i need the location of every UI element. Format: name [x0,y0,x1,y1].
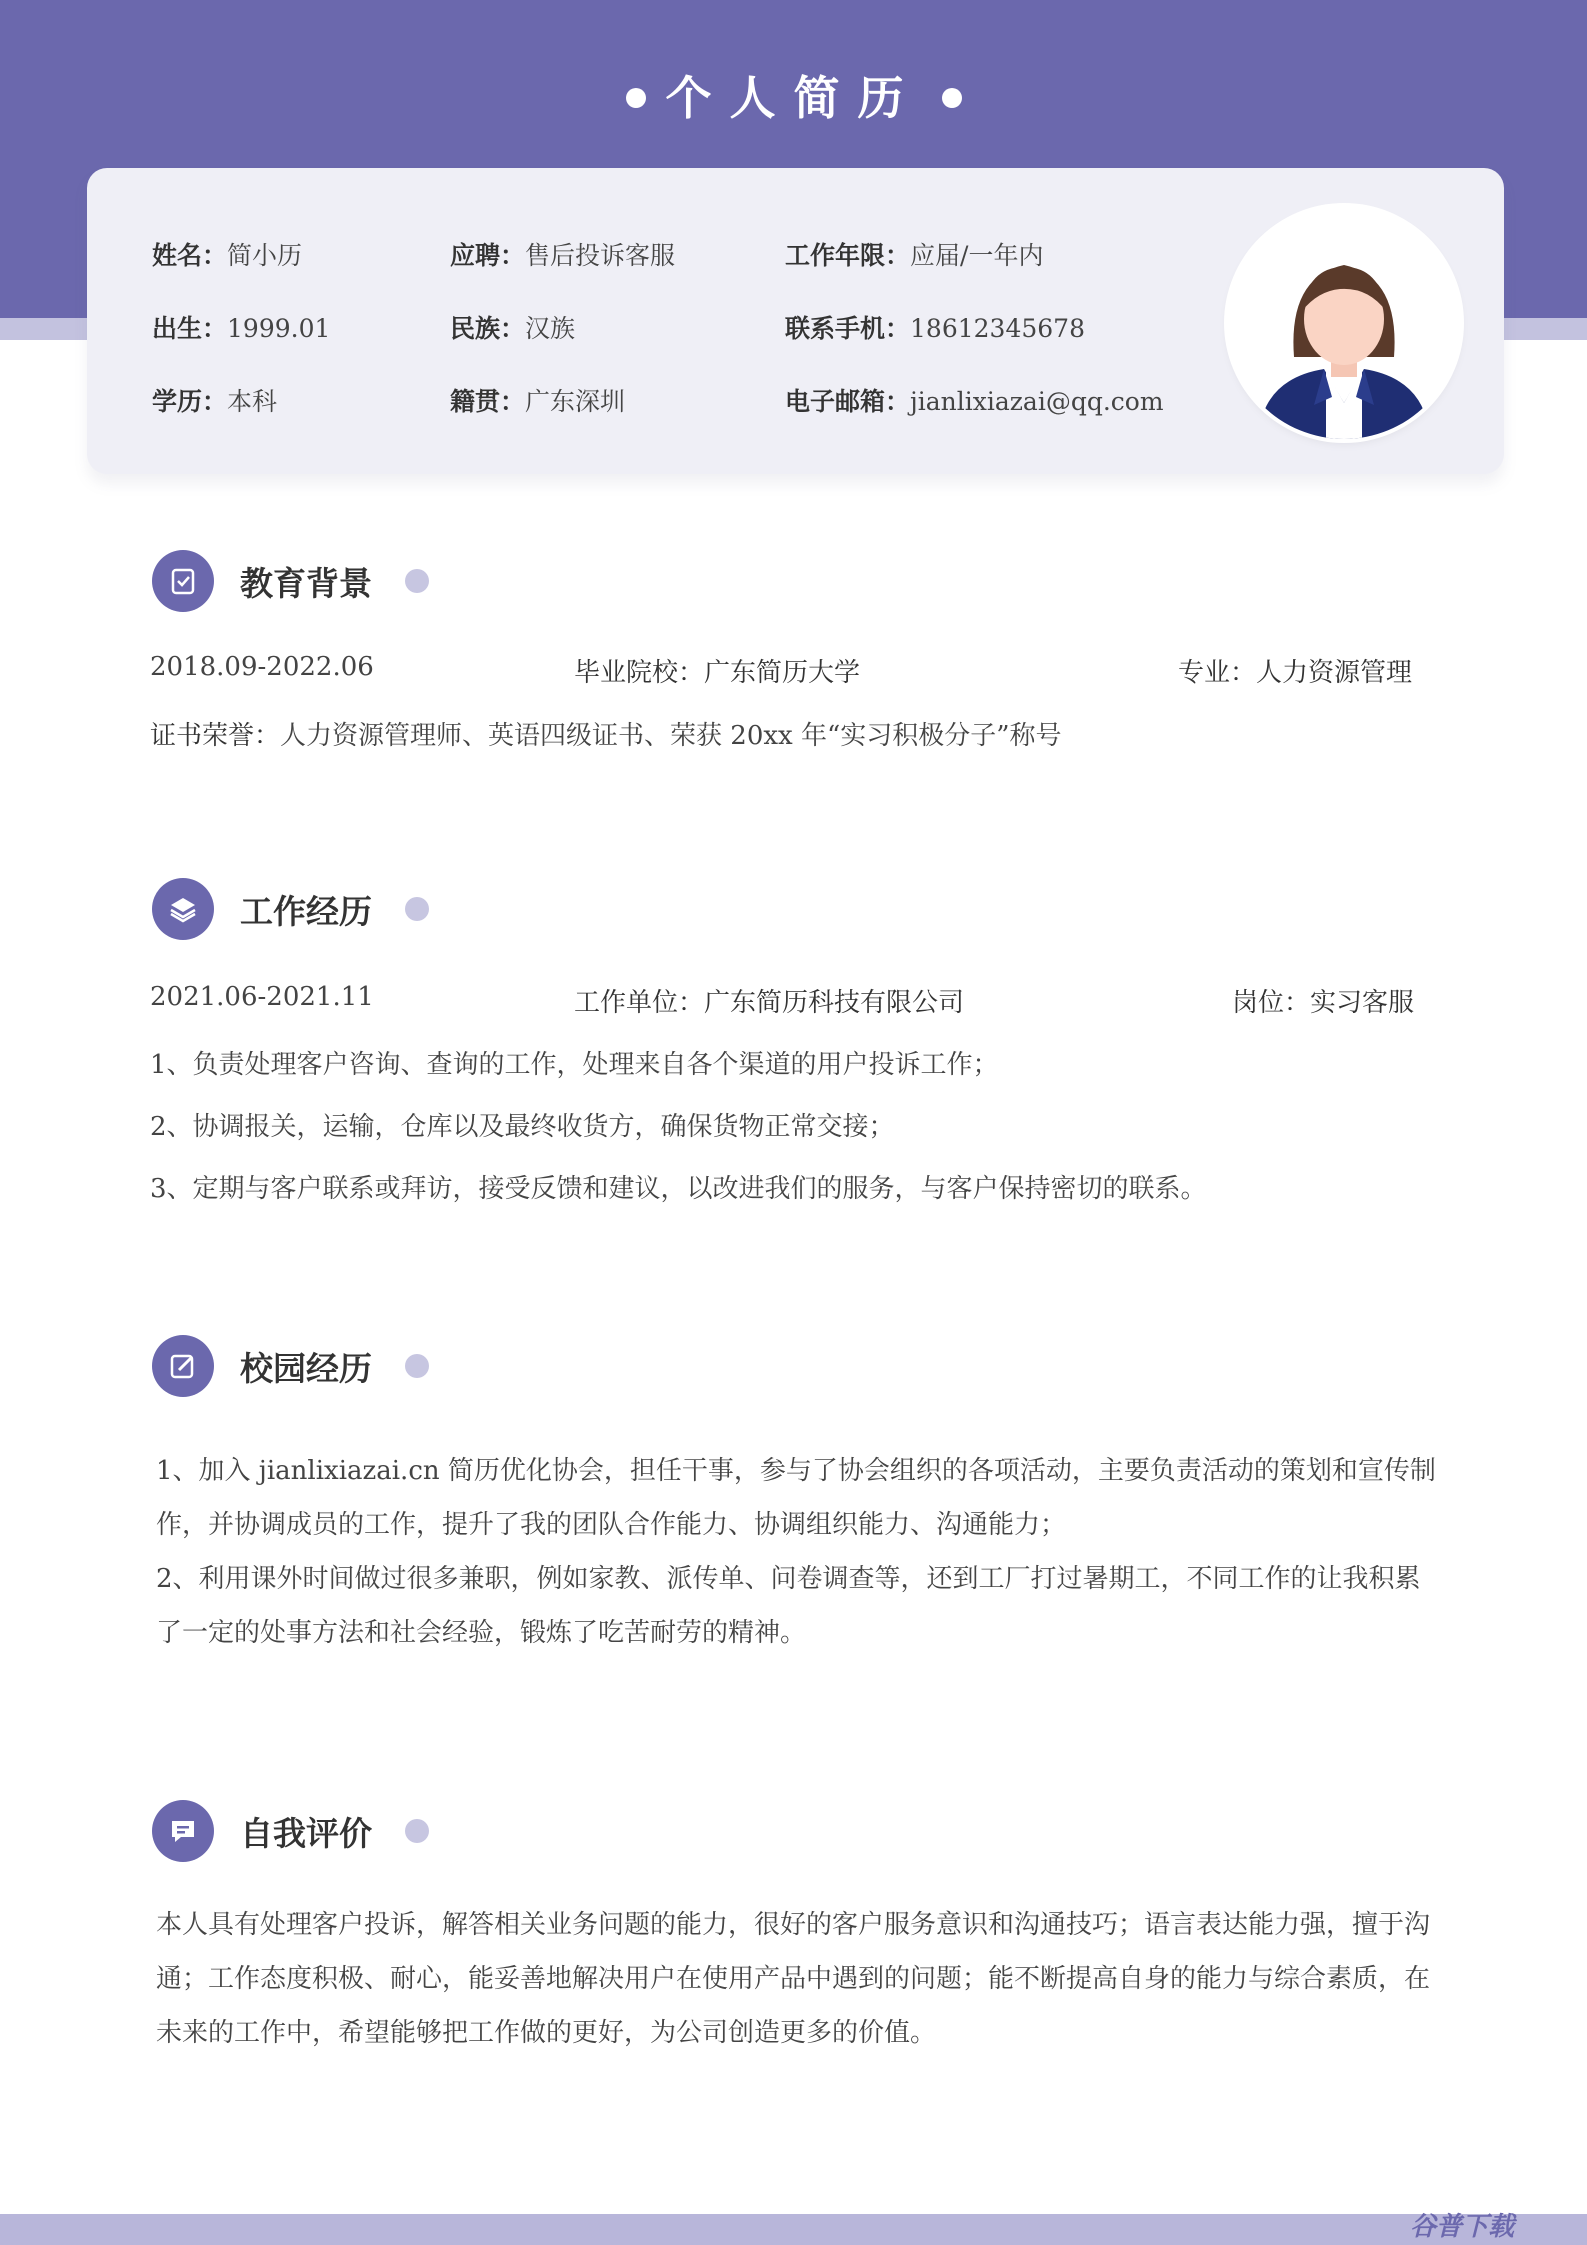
info-apply: 应聘：售后投诉客服 [450,241,676,270]
work-period: 2021.06-2021.11 [150,982,374,1012]
info-education: 学历：本科 [152,387,278,416]
section-title: 教育背景 [240,564,372,603]
section-dot [405,569,429,593]
resume-title [0,62,1587,128]
info-phone: 联系手机：18612345678 [785,314,1085,343]
info-years: 工作年限：应届/一年内 [785,241,1044,270]
title-text: 个人简历 [665,71,922,125]
info-ethnic: 民族：汉族 [450,314,576,343]
info-email: 电子邮箱：jianlixiazai@qq.com [785,387,1164,416]
document-check-icon [152,550,214,612]
work-position: 岗位：实习客服 [1232,988,1415,1018]
campus-item: 2、利用课外时间做过很多兼职，例如家教、派传单、问卷调查等，还到工厂打过暑期工，不同工作的让我积累了一定的处事方法和社会经验，锻炼了吃苦耐劳的精神。 [156,1564,1421,1648]
work-item: 3、定期与客户联系或拜访，接受反馈和建议，以改进我们的服务，与客户保持密切的联系。 [150,1174,1207,1204]
section-dot [405,1354,429,1378]
work-item: 2、协调报关，运输，仓库以及最终收货方，确保货物正常交接； [150,1112,895,1142]
section-title: 工作经历 [240,892,372,931]
section-dot [405,1819,429,1843]
watermark-logo: 谷普下载 [1410,2212,1515,2242]
chat-bubble-icon [152,1800,214,1862]
education-major: 专业：人力资源管理 [1178,658,1413,688]
info-origin: 籍贯：广东深圳 [450,387,626,416]
footer-band [0,2214,1587,2245]
avatar-illustration [1228,207,1460,439]
self-evaluation-text: 本人具有处理客户投诉，解答相关业务问题的能力，很好的客户服务意识和沟通技巧；语言表达能力强，擅于沟通；工作态度积极、耐心，能妥善地解决用户在使用产品中遇到的问题；能不断提高自身的能力与综合素质，在未来的工作中，希望能够把工作做的更好，为公司创造更多的价值。 [156,1910,1431,2048]
section-title: 校园经历 [240,1349,372,1388]
avatar [1228,207,1460,439]
info-birth: 出生：1999.01 [152,314,331,343]
campus-item: 1、加入 jianlixiazai.cn 简历优化协会，担任干事，参与了协会组织的各项活动，主要负责活动的策划和宣传制作，并协调成员的工作，提升了我的团队合作能力、协调组织能力、沟通能力； [156,1456,1436,1540]
info-name: 姓名：简小历 [152,241,303,270]
section-title: 自我评价 [240,1814,372,1853]
section-dot [405,897,429,921]
work-item: 1、负责处理客户咨询、查询的工作，处理来自各个渠道的用户投诉工作； [150,1050,999,1080]
layers-icon [152,878,214,940]
education-certificates: 证书荣誉：人力资源管理师、英语四级证书、荣获 20xx 年“实习积极分子”称号 [150,721,1062,751]
education-period: 2018.09-2022.06 [150,652,374,682]
title-dot-right [942,88,962,108]
education-school: 毕业院校：广东简历大学 [574,658,861,688]
work-company: 工作单位：广东简历科技有限公司 [574,988,965,1018]
title-dot-left [626,88,646,108]
edit-note-icon [152,1335,214,1397]
